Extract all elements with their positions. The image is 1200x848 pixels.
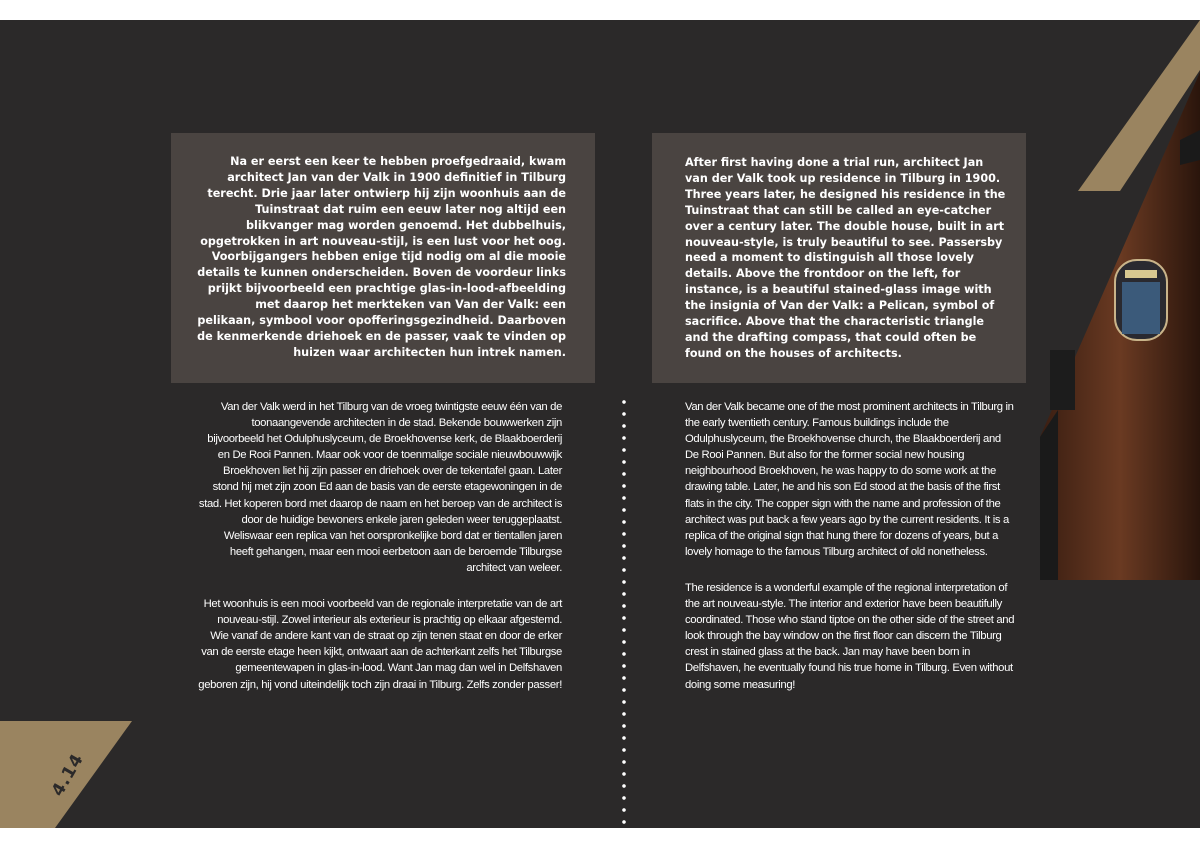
magazine-spread bbox=[0, 20, 1200, 828]
paragraph: Van der Valk werd in het Tilburg van de vroeg twintigste eeuw één van de toonaangevende architecten in de stad. Bekende bouwwerken zijn bijvoorbeeld het Odulphuslyceum, de Broekhovense kerk, de Blaakboerderij en De Rooi Pannen. Maar ook voor de toenmalige sociale nieuwbouwwijk Broekhoven liet hij zijn passer en driehoek over de tekentafel gaan. Later stond hij met zijn zoon Ed aan de basis van de eerste etagewoningen in de stad. Het koperen bord met daarop de naam en het beroep van de architect is door de huidige bewoners enkele jaren geleden weer teruggeplaatst. Weliswaar een replica van het oorspronkelijke bord dat er tientallen jaren heeft gehangen, maar een mooi eerbetoon aan de beroemde Tilburgse architect van weleer. bbox=[198, 401, 562, 574]
page-number: 4.14 bbox=[47, 750, 89, 800]
intro-text-dutch: Na er eerst een keer te hebben proefgedraaid, kwam architect Jan van der Valk in 1900 definitief in Tilburg terecht. Drie jaar later ontwierp hij zijn woonhuis aan de Tuinstraat dat ruim een eeuw later nog altijd een blikvanger mag worden genoemd. Het dubbelhuis, opgetrokken in art nouveau-stijl, is een lust voor het oog. Voorbijgangers hebben enige tijd nodig om al die mooie details te kunnen onderscheiden. Boven de voordeur links prijkt bijvoorbeeld een prachtige glas-in-lood-afbeelding met daarop het merkteken van Van der Valk: een pelikaan, symbool voor opofferingsgezindheid. Daarboven de kenmerkende driehoek en de passer, vaak te vinden op huizen waar architecten hun intrek namen. bbox=[197, 155, 566, 359]
paragraph: Van der Valk became one of the most prominent architects in Tilburg in the early twentieth century. Famous buildings include the Odulphuslyceum, the Broekhovense church, the Blaakboerderij and De Rooi Pannen. But also for the former social new housing neighbourhood Broekhoven, he was happy to do some work at the drawing table. Later, he and his son Ed stood at the basis of the first flats in the city. The copper sign with the name and profession of the architect was put back a few years ago by the current residents. It is a replica of the original sign that hung there for dozens of years, but a lovely homage to the famous Tilburg architect of old nonetheless. bbox=[685, 401, 1014, 558]
intro-text-english: After first having done a trial run, architect Jan van der Valk took up residence in Tilburg in 1900. Three years later, he designed his residence in the Tuinstraat that can still be called an eye-catcher over a century later. The double house, built in art nouveau-style, is truly beautiful to see. Passersby need a moment to distinguish all those lovely details. Above the frontdoor on the left, for instance, is a beautiful stained-glass image with the insignia of Van der Valk: a Pelican, symbol of sacrifice. Above that the characteristic triangle and the drafting compass, that could often be found on the houses of architects. bbox=[685, 156, 1006, 360]
body-text-english bbox=[685, 399, 1015, 713]
intro-box-english bbox=[652, 133, 1026, 383]
paragraph: Het woonhuis is een mooi voorbeeld van de regionale interpretatie van de art nouveau-stijl. Zowel interieur als exterieur is prachtig op elkaar afgestemd. Wie vanaf de andere kant van de straat op zijn tenen staat en door de erker van de eerste etage heen kijkt, ontwaart aan de achterkant zelfs het Tilburgse gemeentewapen in glas-in-lood. Want Jan mag dan wel in Delfshaven geboren zijn, hij vond uiteindelijk toch zijn draai in Tilburg. Zelfs zonder passer! bbox=[198, 598, 562, 691]
paragraph: The residence is a wonderful example of the regional interpretation of the art nouveau-style. The interior and exterior have been beautifully coordinated. Those who stand tiptoe on the other side of the street and look through the bay window on the first floor can discern the Tilburg crest in stained glass at the back. Jan may have been born in Delfshaven, he eventually found his true home in Tilburg. Even without doing some measuring! bbox=[685, 581, 1015, 691]
intro-box-dutch bbox=[171, 133, 595, 383]
body-text-dutch bbox=[198, 399, 562, 713]
dotted-divider bbox=[622, 396, 626, 828]
